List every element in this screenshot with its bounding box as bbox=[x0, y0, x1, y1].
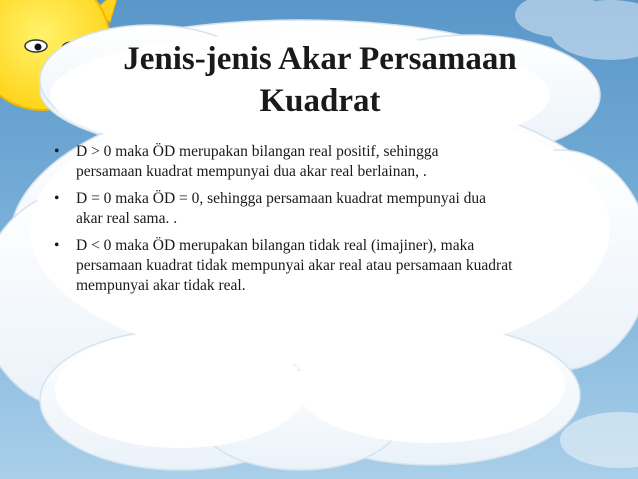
bullet-list bbox=[50, 142, 590, 303]
bullet-icon: • bbox=[54, 190, 60, 207]
bullet-icon: • bbox=[54, 237, 60, 254]
bullet-line: akar real sama. . bbox=[76, 210, 178, 227]
bullet-line: mempunyai akar tidak real. bbox=[76, 277, 246, 294]
bullet-item-negative bbox=[50, 236, 590, 296]
title-line-1: Jenis-jenis Akar Persamaan bbox=[123, 41, 517, 77]
bullet-item-positive bbox=[50, 142, 590, 182]
bullet-line: D < 0 maka ÖD merupakan bilangan tidak real (imajiner), maka bbox=[76, 237, 475, 254]
bullet-item-zero bbox=[50, 189, 590, 229]
bullet-line: D = 0 maka ÖD = 0, sehingga persamaan kuadrat mempunyai dua bbox=[76, 190, 487, 207]
bullet-icon: • bbox=[54, 143, 60, 160]
title-line-2: Kuadrat bbox=[259, 83, 381, 119]
bullet-line: persamaan kuadrat mempunyai dua akar real berlainan, . bbox=[76, 163, 427, 180]
bullet-line: D > 0 maka ÖD merupakan bilangan real positif, sehingga bbox=[76, 143, 439, 160]
slide-title bbox=[60, 38, 580, 122]
bullet-line: persamaan kuadrat tidak mempunyai akar real atau persamaan kuadrat bbox=[76, 257, 513, 274]
